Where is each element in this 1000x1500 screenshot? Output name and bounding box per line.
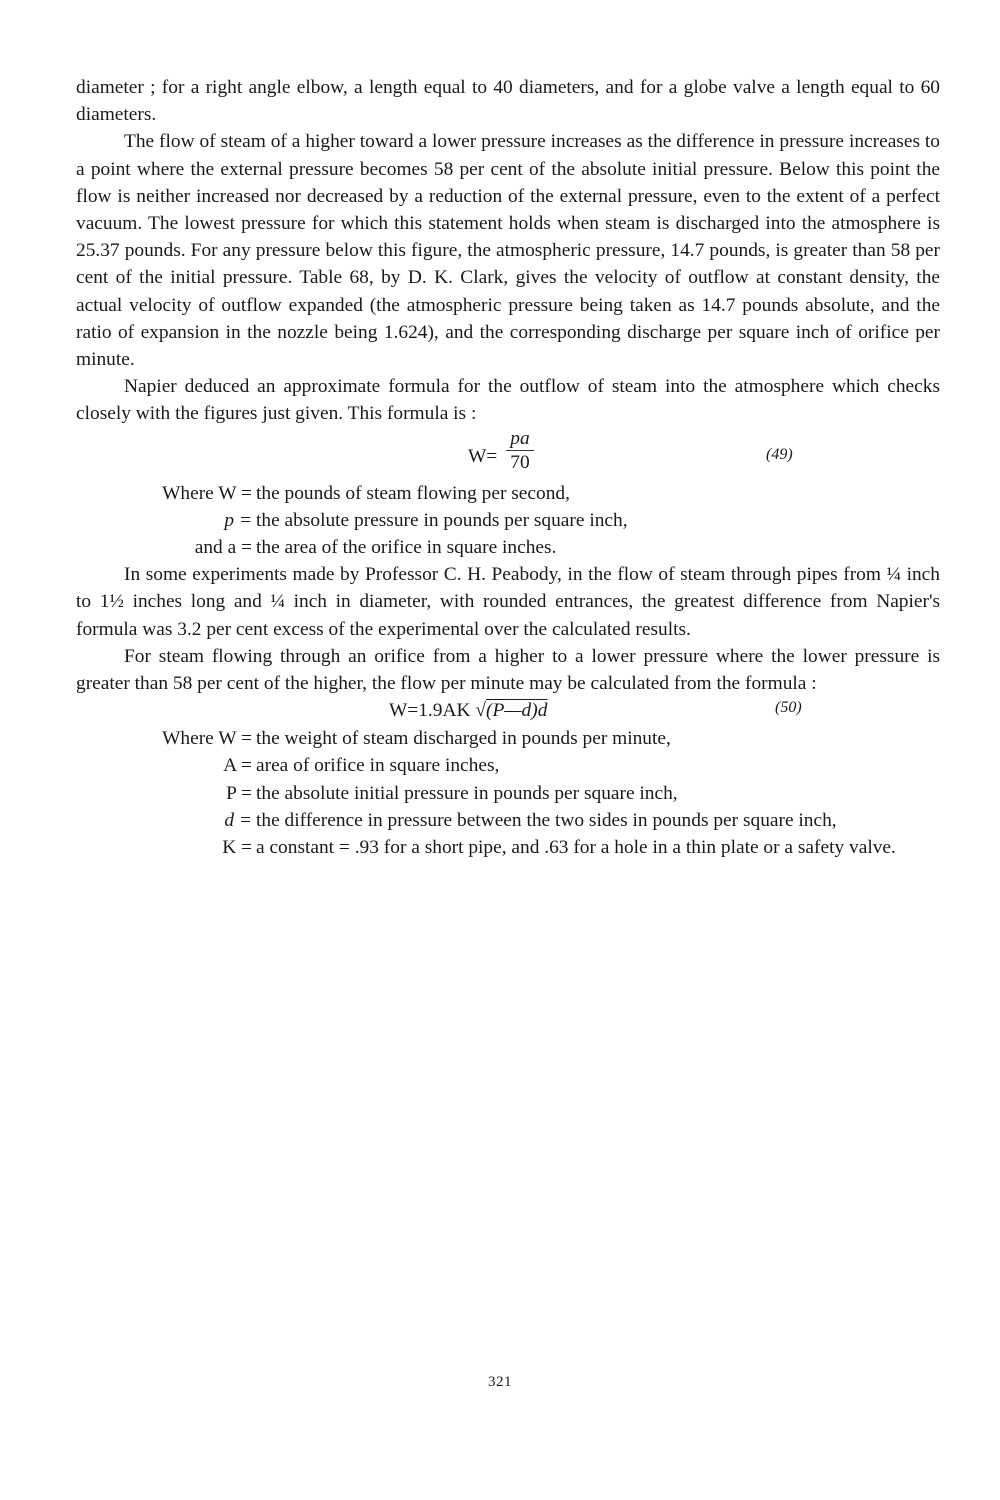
paragraph-continuation: diameter ; for a right angle elbow, a length equal to 40 diameters, and for a globe valve a length equal to 60 diameters. [76, 77, 940, 126]
definition-symbol: Where W = [162, 482, 252, 504]
definition-row [76, 780, 940, 807]
formula-49-denominator: 70 [510, 451, 530, 473]
definition-row [76, 807, 940, 834]
formula-49-fraction [496, 428, 544, 475]
page-number: 321 [488, 1374, 512, 1390]
formula-50-radicand: (P—d)d [486, 700, 548, 722]
definition-text: the weight of steam discharged in pounds per minute, [256, 728, 671, 750]
equation-number-49: (49) [766, 445, 793, 463]
definition-symbol: P = [226, 782, 252, 804]
definition-row [76, 752, 940, 779]
paragraph-peabody: In some experiments made by Professor C. H. Peabody, in the flow of steam through pipes from ¼ inch to 1½ inches long and ¼ inch in diameter, with rounded entrances, the greatest difference from Napier's formula was 3.2 per cent excess of the experimental over the calculated results. [76, 564, 940, 640]
page-body [76, 74, 940, 861]
definition-text: a constant = .93 for a short pipe, and .63 for a hole in a thin plate or a safety valve. [256, 837, 896, 859]
formula-49 [76, 428, 940, 480]
definition-symbol: A = [223, 755, 252, 777]
paragraph-napier: Napier deduced an approximate formula for the outflow of steam into the atmosphere which checks closely with the figures just given. This formula is : [76, 376, 940, 425]
formula-50 [76, 697, 940, 725]
definition-row [76, 834, 940, 861]
formula-50-prefix: W=1.9AK [389, 700, 476, 722]
definition-row [76, 534, 940, 561]
definition-text: the absolute pressure in pounds per square inch, [256, 509, 628, 531]
definition-row [76, 507, 940, 534]
definition-symbol: and a = [194, 537, 252, 559]
definition-symbol: K = [222, 837, 252, 859]
definitions-49 [76, 480, 940, 562]
definition-symbol: d = [224, 809, 252, 831]
definition-text: the pounds of steam flowing per second, [256, 482, 570, 504]
formula-50-expression [389, 697, 547, 724]
definition-symbol: p = [224, 509, 252, 531]
formula-49-numerator: pa [506, 428, 533, 451]
definition-text: the absolute initial pressure in pounds per square inch, [256, 782, 678, 804]
equation-number-50: (50) [775, 699, 802, 717]
definition-symbol: Where W = [162, 728, 252, 750]
paragraph-steam-flow: The flow of steam of a higher toward a lower pressure increases as the difference in pressure increases to a point where the external pressure becomes 58 per cent of the absolute initial pressure. Below this point the flow is neither increased nor decreased by a reduction of the external pressure, even to the extent of a perfect vacuum. The lowest pressure for which this statement holds when steam is discharged into the atmosphere is 25.37 pounds. For any pressure below this figure, the atmospheric pressure, 14.7 pounds, is greater than 58 per cent of the initial pressure. Table 68, by D. K. Clark, gives the velocity of outflow at constant density, the actual velocity of outflow expanded (the atmospheric pressure being taken as 14.7 pounds absolute, and the ratio of expansion in the nozzle being 1.624), and the corresponding discharge per square inch of orifice per minute. [76, 131, 940, 371]
definition-text: the difference in pressure between the two sides in pounds per square inch, [256, 809, 837, 831]
definition-text: area of orifice in square inches, [256, 755, 500, 777]
radical-sign: √ [475, 700, 486, 722]
definition-text: the area of the orifice in square inches. [256, 537, 557, 559]
paragraph-orifice-flow: For steam flowing through an orifice from a higher to a lower pressure where the lower pressure is greater than 58 per cent of the higher, the flow per minute may be calculated from the formula : [76, 645, 940, 695]
definition-row [76, 725, 940, 752]
formula-49-lhs: W= [468, 445, 498, 467]
definitions-50 [76, 725, 940, 861]
definition-row [76, 480, 940, 507]
